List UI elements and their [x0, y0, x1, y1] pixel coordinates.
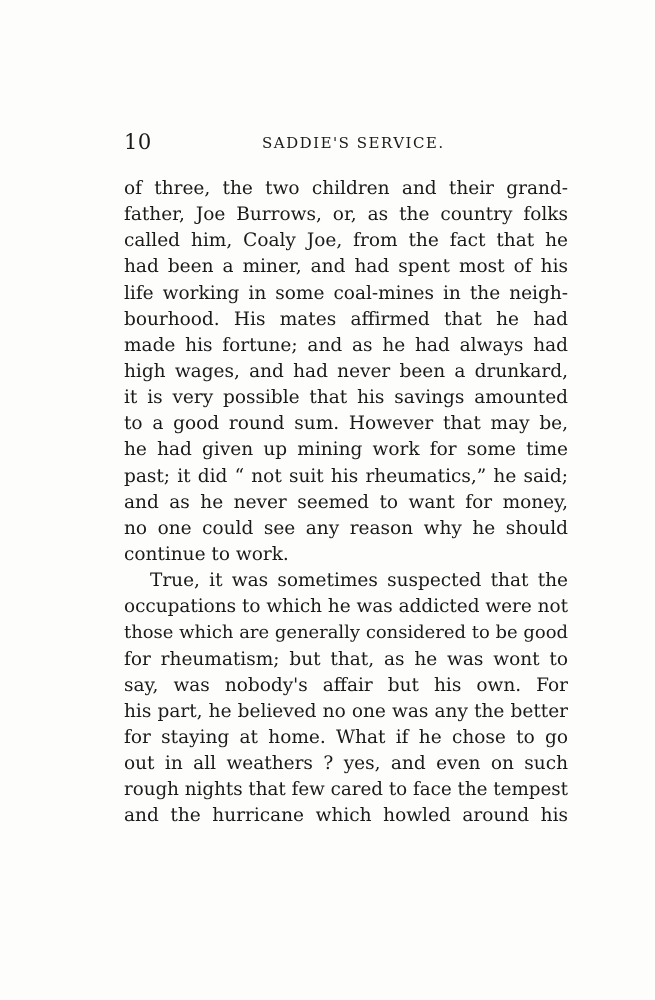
text-line: high wages, and had never been a drunkard,: [124, 360, 568, 382]
text-line: for rheumatism; but that, as he was wont to: [124, 648, 568, 670]
text-line: made his fortune; and as he had always had: [124, 334, 568, 356]
text-line: called him, Coaly Joe, from the fact that he: [124, 230, 568, 252]
text-line: he had given up mining work for some time: [124, 439, 568, 461]
text-line: father, Joe Burrows, or, as the country folks: [124, 204, 568, 226]
text-line: occupations to which he was addicted were not: [124, 596, 568, 618]
text-line: his part, he believed no one was any the better: [124, 700, 568, 722]
text-line: it is very possible that his savings amounted: [124, 387, 568, 409]
text-line: and the hurricane which howled around his: [124, 805, 568, 827]
text-line: for staying at home. What if he chose to go: [124, 726, 568, 748]
text-line: rough nights that few cared to face the tempest: [124, 779, 568, 801]
text-line: True, it was sometimes suspected that the: [150, 570, 568, 592]
text-line: and as he never seemed to want for money,: [124, 491, 568, 513]
text-line: those which are generally considered to be good: [124, 622, 568, 644]
paragraph-2: [124, 568, 568, 829]
text-line: bourhood. His mates affirmed that he had: [124, 308, 568, 330]
text-line: past; it did “ not suit his rheumatics,” he said;: [124, 465, 568, 487]
text-line: of three, the two children and their grand-: [124, 178, 568, 199]
text-line: to a good round sum. However that may be,: [124, 413, 568, 435]
text-line: say, was nobody's affair but his own. For: [124, 674, 568, 696]
text-line: had been a miner, and had spent most of his: [124, 256, 568, 278]
text-line: no one could see any reason why he should: [124, 517, 568, 539]
running-head: [124, 130, 568, 160]
paragraph-1: [124, 176, 568, 568]
body-text: [124, 176, 568, 830]
running-title: SADDIE'S SERVICE.: [262, 134, 445, 152]
text-line: out in all weathers ? yes, and even on such: [124, 753, 568, 775]
page-number: 10: [124, 130, 152, 154]
text-line: continue to work.: [124, 543, 289, 565]
text-line: life working in some coal-mines in the neigh-: [124, 282, 568, 304]
